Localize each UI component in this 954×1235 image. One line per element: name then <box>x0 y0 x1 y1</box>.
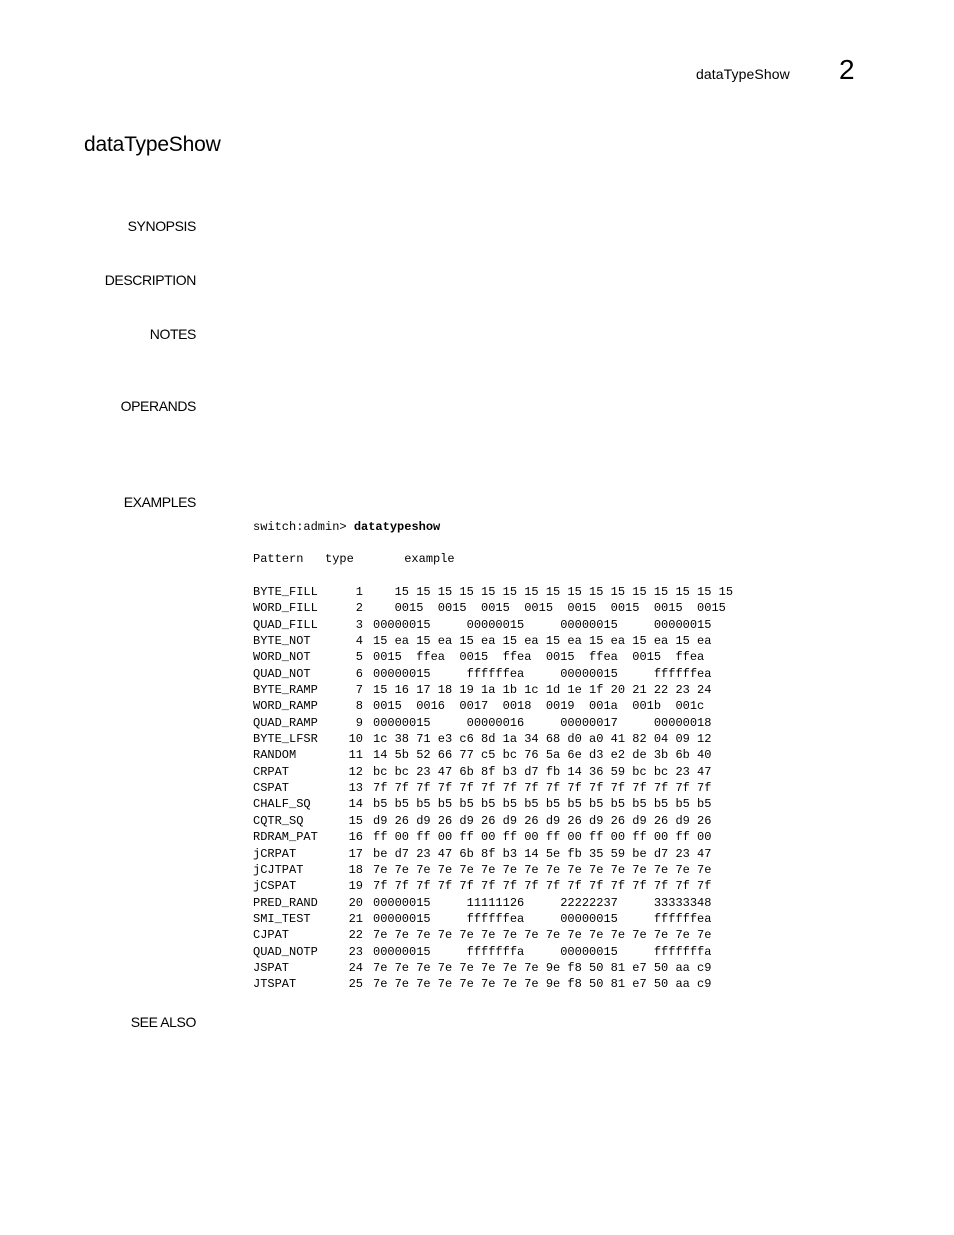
section-description: DESCRIPTION <box>104 272 196 288</box>
example-table-header: Pattern type example <box>253 552 455 566</box>
pattern-example: 0015 0015 0015 0015 0015 0015 0015 0015 <box>373 601 726 616</box>
pattern-name: CQTR_SQ <box>253 813 304 828</box>
pattern-name: jCRPAT <box>253 846 297 861</box>
table-row <box>253 813 733 829</box>
pattern-name: QUAD_FILL <box>253 617 318 632</box>
table-row <box>253 698 733 714</box>
pattern-name: CRPAT <box>253 764 290 779</box>
table-row <box>253 764 733 780</box>
table-row <box>253 666 733 682</box>
table-row <box>253 976 733 992</box>
pattern-example: be d7 23 47 6b 8f b3 14 5e fb 35 59 be d7 23 47 <box>373 846 712 861</box>
pattern-example: 15 15 15 15 15 15 15 15 15 15 15 15 15 15 15 15 <box>373 585 734 599</box>
pattern-type: 2 <box>355 601 363 616</box>
pattern-example: 00000015 ffffffea 00000015 ffffffea <box>373 911 712 926</box>
pattern-example: bc bc 23 47 6b 8f b3 d7 fb 14 36 59 bc bc 23 47 <box>373 764 712 779</box>
pattern-example: 7f 7f 7f 7f 7f 7f 7f 7f 7f 7f 7f 7f 7f 7f 7f 7f <box>373 781 712 796</box>
section-see-also: SEE ALSO <box>130 1014 196 1030</box>
pattern-type: 17 <box>348 846 363 861</box>
table-row <box>253 878 733 894</box>
table-row <box>253 780 733 796</box>
pattern-example: d9 26 d9 26 d9 26 d9 26 d9 26 d9 26 d9 26 d9 26 <box>373 813 712 828</box>
pattern-name: jCSPAT <box>253 879 297 894</box>
pattern-example: 1c 38 71 e3 c6 8d 1a 34 68 d0 a0 41 82 04 09 12 <box>373 732 712 747</box>
pattern-type: 18 <box>348 862 363 877</box>
pattern-name: CJPAT <box>253 928 290 943</box>
pattern-type: 12 <box>348 764 363 779</box>
pattern-type: 22 <box>348 928 363 943</box>
pattern-type: 7 <box>355 683 363 698</box>
pattern-example: 7e 7e 7e 7e 7e 7e 7e 7e 9e f8 50 81 e7 50 aa c9 <box>373 977 712 992</box>
table-row <box>253 633 733 649</box>
table-row <box>253 862 733 878</box>
table-row <box>253 649 733 665</box>
pattern-type: 24 <box>348 960 363 975</box>
pattern-type: 21 <box>348 911 363 926</box>
pattern-type: 4 <box>355 634 363 649</box>
table-row <box>253 960 733 976</box>
table-row <box>253 584 733 600</box>
pattern-example: 7f 7f 7f 7f 7f 7f 7f 7f 7f 7f 7f 7f 7f 7f 7f 7f <box>373 879 712 894</box>
pattern-example: 7e 7e 7e 7e 7e 7e 7e 7e 9e f8 50 81 e7 50 aa c9 <box>373 960 712 975</box>
page-title: dataTypeShow <box>84 133 221 156</box>
pattern-type: 15 <box>348 813 363 828</box>
pattern-name: CHALF_SQ <box>253 797 311 812</box>
pattern-type: 3 <box>355 617 363 632</box>
pattern-name: BYTE_RAMP <box>253 683 318 698</box>
pattern-type: 16 <box>348 830 363 845</box>
pattern-type: 14 <box>348 797 363 812</box>
pattern-name: QUAD_NOT <box>253 666 311 681</box>
pattern-type: 11 <box>348 748 363 763</box>
pattern-name: BYTE_NOT <box>253 634 311 649</box>
pattern-example: 7e 7e 7e 7e 7e 7e 7e 7e 7e 7e 7e 7e 7e 7e 7e 7e <box>373 928 712 943</box>
section-synopsis: SYNOPSIS <box>127 218 196 234</box>
table-row <box>253 600 733 616</box>
pattern-type: 23 <box>348 944 363 959</box>
pattern-example: 14 5b 52 66 77 c5 bc 76 5a 6e d3 e2 de 3b 6b 40 <box>373 748 712 763</box>
pattern-name: JTSPAT <box>253 977 297 992</box>
table-row <box>253 944 733 960</box>
pattern-type: 8 <box>355 699 363 714</box>
pattern-example: b5 b5 b5 b5 b5 b5 b5 b5 b5 b5 b5 b5 b5 b5 b5 b5 <box>373 797 712 812</box>
example-command-line <box>253 519 440 535</box>
pattern-name: SMI_TEST <box>253 911 311 926</box>
table-row <box>253 927 733 943</box>
example-prompt: switch:admin> <box>253 520 354 534</box>
pattern-type: 5 <box>355 650 363 665</box>
pattern-name: QUAD_NOTP <box>253 944 318 959</box>
pattern-example: 00000015 11111126 22222237 33333348 <box>373 895 712 910</box>
pattern-example: 15 ea 15 ea 15 ea 15 ea 15 ea 15 ea 15 ea 15 ea <box>373 634 712 649</box>
pattern-type: 1 <box>355 585 363 599</box>
running-head: dataTypeShow <box>696 66 790 82</box>
pattern-name: WORD_RAMP <box>253 699 318 714</box>
pattern-type: 10 <box>348 732 363 747</box>
pattern-example: 0015 0016 0017 0018 0019 001a 001b 001c <box>373 699 705 714</box>
table-row <box>253 682 733 698</box>
pattern-example: 00000015 fffffffa 00000015 fffffffa <box>373 944 712 959</box>
table-row <box>253 846 733 862</box>
example-command: datatypeshow <box>353 520 441 534</box>
pattern-type: 13 <box>348 781 363 796</box>
pattern-name: RANDOM <box>253 748 297 763</box>
pattern-type: 25 <box>348 977 363 992</box>
table-row <box>253 895 733 911</box>
table-row <box>253 796 733 812</box>
pattern-example: 15 16 17 18 19 1a 1b 1c 1d 1e 1f 20 21 22 23 24 <box>373 683 712 698</box>
table-row <box>253 911 733 927</box>
pattern-example: 00000015 00000015 00000015 00000015 <box>373 617 712 632</box>
pattern-example: 7e 7e 7e 7e 7e 7e 7e 7e 7e 7e 7e 7e 7e 7e 7e 7e <box>373 862 712 877</box>
pattern-name: JSPAT <box>253 960 290 975</box>
table-row <box>253 731 733 747</box>
pattern-example: 00000015 ffffffea 00000015 ffffffea <box>373 666 712 681</box>
pattern-name: RDRAM_PAT <box>253 830 318 845</box>
table-row <box>253 829 733 845</box>
pattern-name: BYTE_LFSR <box>253 732 318 747</box>
pattern-name: CSPAT <box>253 781 290 796</box>
example-table <box>253 584 733 993</box>
pattern-name: WORD_NOT <box>253 650 311 665</box>
pattern-name: jCJTPAT <box>253 862 304 877</box>
section-examples: EXAMPLES <box>123 494 196 510</box>
pattern-name: QUAD_RAMP <box>253 715 318 730</box>
table-row <box>253 715 733 731</box>
pattern-name: BYTE_FILL <box>253 585 318 599</box>
pattern-name: WORD_FILL <box>253 601 318 616</box>
pattern-type: 20 <box>348 895 363 910</box>
pattern-type: 9 <box>355 715 363 730</box>
section-notes: NOTES <box>149 326 196 342</box>
section-operands: OPERANDS <box>120 398 196 414</box>
chapter-number: 2 <box>839 54 855 85</box>
table-row <box>253 747 733 763</box>
pattern-name: PRED_RAND <box>253 895 318 910</box>
pattern-example: 0015 ffea 0015 ffea 0015 ffea 0015 ffea <box>373 650 705 665</box>
pattern-type: 19 <box>348 879 363 894</box>
pattern-type: 6 <box>355 666 363 681</box>
pattern-example: 00000015 00000016 00000017 00000018 <box>373 715 712 730</box>
pattern-example: ff 00 ff 00 ff 00 ff 00 ff 00 ff 00 ff 00 ff 00 <box>373 830 712 845</box>
table-row <box>253 617 733 633</box>
